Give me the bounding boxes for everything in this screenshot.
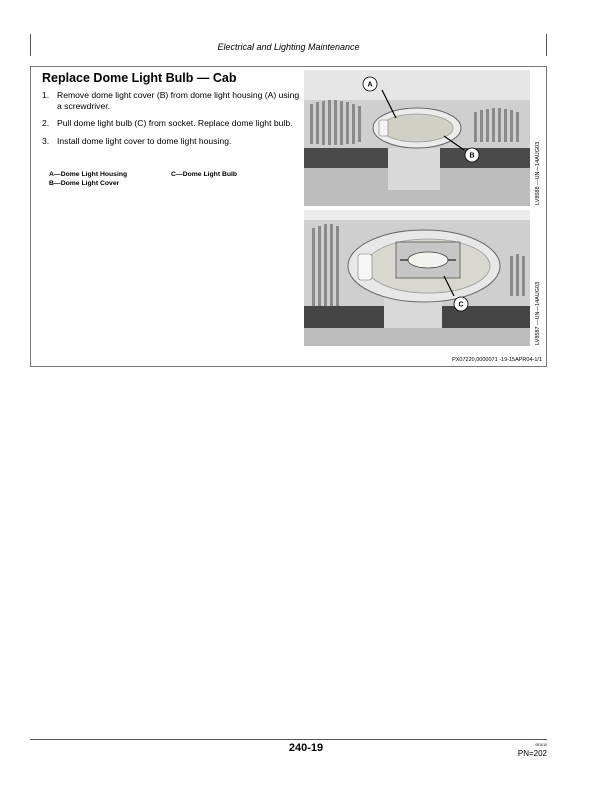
step-number: 1. (42, 90, 50, 100)
legend-item-c: C—Dome Light Bulb (171, 171, 238, 178)
step-number: 3. (42, 135, 50, 146)
figure-legend (49, 171, 293, 188)
step-text: Pull dome light bulb (C) from socket. Replace dome light bulb. (57, 118, 293, 129)
step-text: Install dome light cover to dome light housing. (57, 135, 232, 146)
callout-b-label: B (469, 152, 475, 160)
footer-divider (30, 739, 547, 740)
step-item (42, 118, 304, 129)
footer-date-code: 081010 (535, 743, 547, 747)
legend-item-a: A—Dome Light Housing (49, 171, 128, 178)
page-header (30, 34, 547, 56)
step-item (42, 136, 304, 147)
figure-caption-bottom: LV8587 —UN—14AUG03 (535, 281, 541, 345)
reference-code: PX07220,0000071 -19-15APR04-1/1 (452, 357, 542, 363)
dome-light-photo-top (304, 70, 530, 206)
callout-a-label: A (367, 81, 373, 89)
content-section (30, 66, 547, 367)
bulb-shape (408, 252, 448, 268)
legend-item-b: B—Dome Light Cover (49, 179, 120, 187)
instruction-steps (42, 90, 304, 153)
footer-pn: PN=202 (517, 749, 547, 758)
step-item (42, 90, 304, 111)
dome-light-photo-bottom (304, 210, 530, 346)
figure-caption-top: LV8588 —UN—14AUG03 (535, 141, 541, 205)
section-title: Replace Dome Light Bulb — Cab (42, 71, 237, 85)
step-text: Remove dome light cover (B) from dome light housing (A) using a screwdriver. (57, 90, 300, 111)
callout-c-label: C (458, 301, 464, 309)
header-title: Electrical and Lighting Maintenance (217, 42, 360, 52)
step-number: 2. (42, 118, 50, 129)
page-number: 240-19 (288, 742, 324, 754)
